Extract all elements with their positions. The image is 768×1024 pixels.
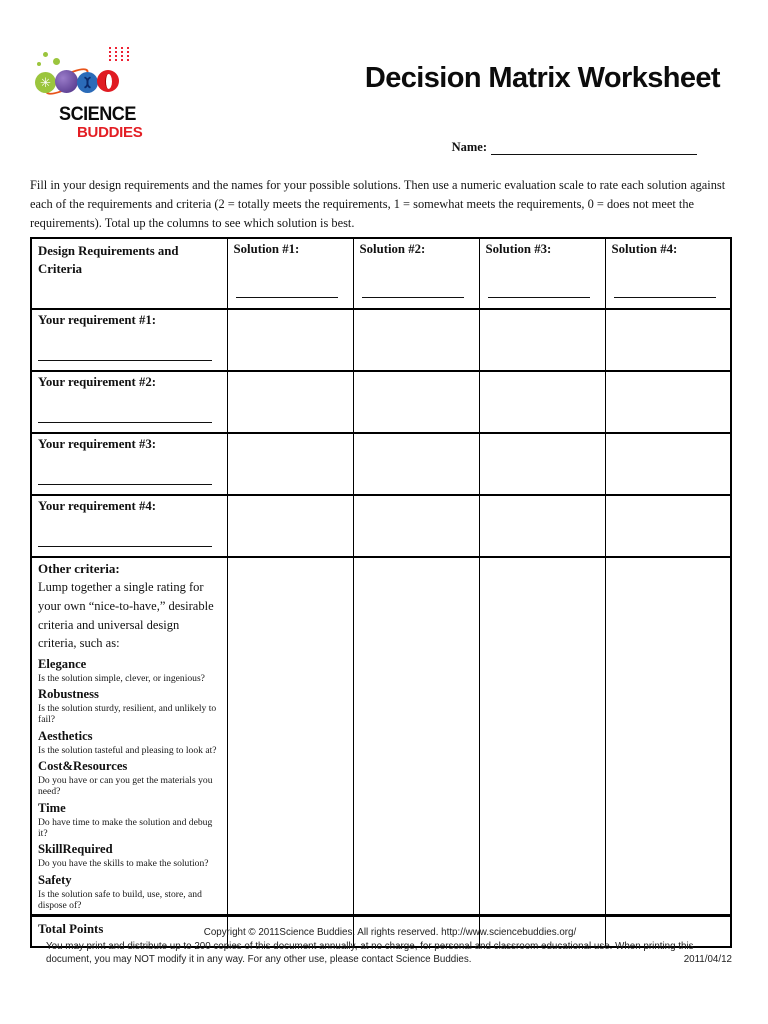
kiwi-icon: ✳ <box>35 72 56 93</box>
solution1-label: Solution #1: <box>233 242 300 256</box>
solution4-name-line[interactable] <box>614 297 716 298</box>
criteria-header-cell: Design Requirements and Criteria <box>31 238 227 309</box>
rating-cell[interactable] <box>353 433 479 495</box>
rating-cell[interactable] <box>479 309 605 371</box>
decision-matrix-table <box>30 237 732 948</box>
rating-cell[interactable] <box>479 495 605 557</box>
criterion-safety-question: Is the solution safe to build, use, store, and dispose of? <box>38 888 202 911</box>
other-criteria-intro: Lump together a single rating for your own “nice-to-have,” desirable criteria and universal design criteria, such as: <box>38 580 214 651</box>
criterion-safety: Safety <box>38 872 72 887</box>
rating-cell[interactable] <box>227 371 353 433</box>
logo-buddies-text: BUDDIES <box>77 124 143 141</box>
rating-cell[interactable] <box>605 371 731 433</box>
rating-cell[interactable] <box>605 309 731 371</box>
rating-cell[interactable] <box>353 309 479 371</box>
requirement-4-row <box>31 495 731 557</box>
rating-cell[interactable] <box>479 433 605 495</box>
rating-cell[interactable] <box>605 557 731 915</box>
requirement-2-cell <box>31 371 227 433</box>
requirement-4-input-line[interactable] <box>38 546 212 547</box>
table-header-row <box>31 238 731 309</box>
planet-icon <box>55 70 78 93</box>
criterion-elegance: Elegance <box>38 656 87 671</box>
criterion-cost-resources: Cost&Resources <box>38 759 128 773</box>
name-input-line[interactable] <box>491 141 697 155</box>
rating-cell[interactable] <box>227 309 353 371</box>
rating-cell[interactable] <box>479 557 605 915</box>
requirement-2-input-line[interactable] <box>38 422 212 423</box>
name-label: Name: <box>451 140 487 154</box>
solution1-header-cell <box>227 238 353 309</box>
criterion-aesthetics-question: Is the solution tasteful and pleasing to look at? <box>38 744 217 756</box>
requirement-1-input-line[interactable] <box>38 360 212 361</box>
rating-cell[interactable] <box>227 495 353 557</box>
cell-icon <box>97 70 119 92</box>
requirement-4-cell <box>31 495 227 557</box>
requirement-2-row <box>31 371 731 433</box>
solution4-label: Solution #4: <box>611 242 678 256</box>
rating-cell[interactable] <box>353 371 479 433</box>
criterion-skill-required-question: Do you have the skills to make the solution? <box>38 858 209 869</box>
solution2-name-line[interactable] <box>362 297 464 298</box>
name-row <box>452 140 697 155</box>
solution4-header-cell <box>605 238 731 309</box>
requirement-2-label: Your requirement #2: <box>38 375 157 389</box>
rating-cell[interactable] <box>605 495 731 557</box>
criterion-robustness-question: Is the solution sturdy, resilient, and unlikely to fail? <box>38 703 217 725</box>
criterion-cost-resources-question: Do you have or can you get the materials you need? <box>38 775 213 797</box>
document-date: 2011/04/12 <box>683 954 732 966</box>
rating-cell[interactable] <box>353 557 479 915</box>
dna-icon <box>77 72 98 93</box>
criterion-aesthetics: Aesthetics <box>38 728 93 743</box>
solution3-label: Solution #3: <box>485 242 552 256</box>
solution3-name-line[interactable] <box>488 297 590 298</box>
logo-science-text: SCIENCE <box>59 104 136 125</box>
requirement-1-label: Your requirement #1: <box>38 313 157 327</box>
usage-terms-text: You may print and distribute up to 200 copies of this document annually, at no charge, for personal and classroom educational use. When printing this document, you may NOT modify it in any way. For any other use, please contact Science Buddies. <box>46 941 694 966</box>
science-buddies-logo <box>33 46 143 156</box>
criterion-time-question: Do have time to make the solution and debug it? <box>38 816 213 839</box>
total-points-label: Total Points <box>38 921 104 936</box>
solution2-label: Solution #2: <box>359 242 426 256</box>
criterion-time: Time <box>38 800 66 815</box>
footer <box>46 926 734 967</box>
rating-cell[interactable] <box>227 557 353 915</box>
logo-art <box>33 46 143 104</box>
requirement-1-row <box>31 309 731 371</box>
requirement-3-input-line[interactable] <box>38 484 212 485</box>
other-criteria-title: Other criteria: <box>38 561 120 576</box>
criterion-robustness: Robustness <box>38 687 99 701</box>
requirement-1-cell <box>31 309 227 371</box>
requirement-4-label: Your requirement #4: <box>38 499 157 513</box>
instructions-text: Fill in your design requirements and the names for your possible solutions. Then use a numeric evaluation scale to rate each solution against each of the requirements and criteria (2 = totally meets the requirements, 1 = somewhat meets the requirements, 0 = does not meet the requirements). Total up the columns to see which solution is best. <box>30 178 726 231</box>
requirement-3-label: Your requirement #3: <box>38 437 157 451</box>
requirement-3-row <box>31 433 731 495</box>
rating-cell[interactable] <box>227 433 353 495</box>
page-title: Decision Matrix Worksheet <box>364 62 720 94</box>
rating-cell[interactable] <box>605 433 731 495</box>
rating-cell[interactable] <box>353 495 479 557</box>
other-criteria-row <box>31 557 731 915</box>
criterion-skill-required: SkillRequired <box>38 842 113 856</box>
solution2-header-cell <box>353 238 479 309</box>
usage-terms <box>46 940 734 966</box>
other-criteria-cell <box>31 557 227 915</box>
requirement-3-cell <box>31 433 227 495</box>
criterion-elegance-question: Is the solution simple, clever, or ingenious? <box>38 672 205 684</box>
solution1-name-line[interactable] <box>236 297 338 298</box>
rating-cell[interactable] <box>479 371 605 433</box>
red-dots-grid-icon <box>107 46 131 62</box>
solution3-header-cell <box>479 238 605 309</box>
copyright-line: Copyright © 2011Science Buddies. All rights reserved. http://www.sciencebuddies.org/ <box>203 927 577 938</box>
